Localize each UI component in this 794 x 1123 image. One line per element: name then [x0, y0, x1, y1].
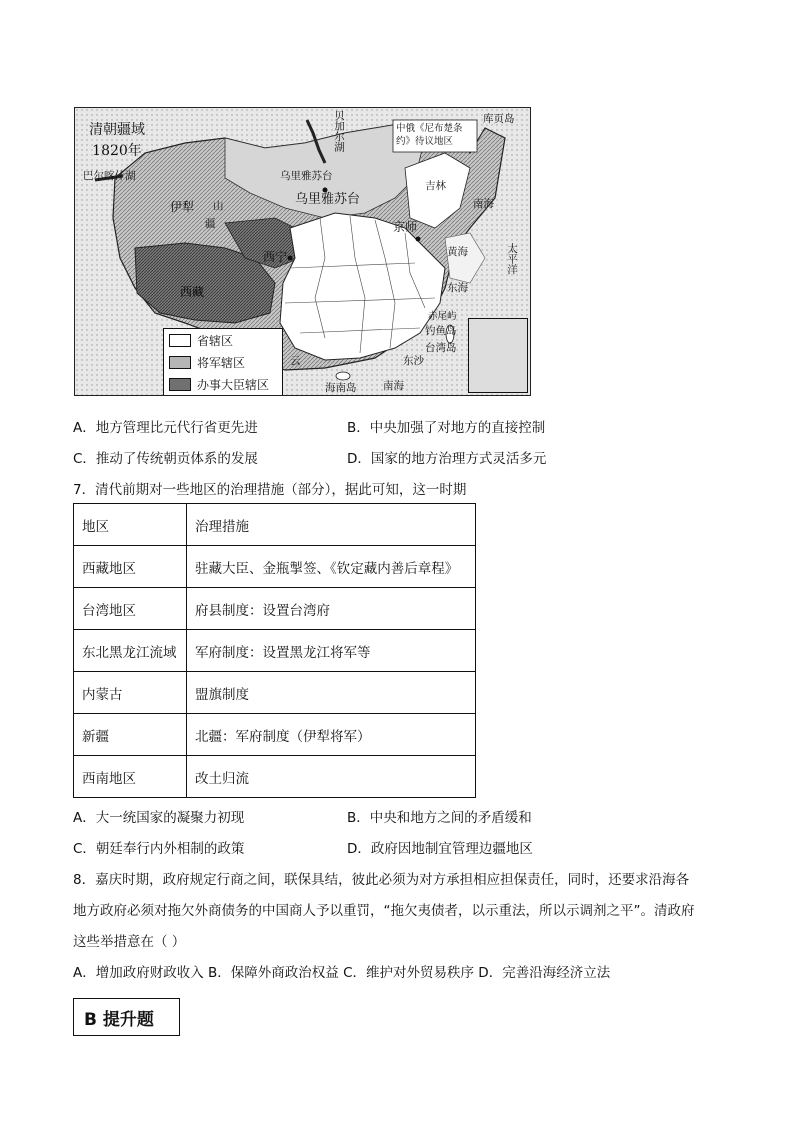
section-heading-text: B 提升题: [84, 1009, 154, 1030]
qing-territory-map: [74, 107, 531, 396]
q8-stem-line3: 这些举措意在（ ）: [73, 934, 186, 950]
table-row: [74, 588, 476, 630]
table-cell-region: 西藏地区: [74, 546, 187, 588]
legend-swatch-minister: [169, 378, 191, 391]
label-jilin: 吉林: [425, 180, 446, 192]
q8-stem-line2: 地方政府必须对拖欠外商债务的中国商人予以重罚，“拖欠夷债者，以示重法，所以示调剂之平”。清政府: [73, 903, 695, 919]
q6-option-d: D．国家的地方治理方式灵活多元: [347, 451, 547, 467]
table-row: [74, 546, 476, 588]
table-header-measure: 治理措施: [187, 504, 476, 546]
table-cell-region: 内蒙古: [74, 672, 187, 714]
table-row: [74, 504, 476, 546]
label-pingyang: 太平洋: [506, 243, 518, 275]
table-cell-measure: 府县制度：设置台湾府: [187, 588, 476, 630]
label-donghai: 东海: [447, 282, 468, 294]
q6-option-b: B．中央加强了对地方的直接控制: [347, 420, 546, 436]
label-baikal: 贝加尔湖: [333, 110, 345, 152]
q7-option-a: A．大一统国家的凝聚力初现: [73, 810, 245, 826]
table-cell-measure: 军府制度：设置黑龙江将军等: [187, 630, 476, 672]
legend-item-province: [164, 329, 282, 351]
legend-label-general: 将军辖区: [197, 355, 246, 370]
label-balkhash: 巴尔喀什湖: [83, 170, 136, 182]
map-legend: [163, 328, 283, 396]
label-yun: 云: [290, 355, 301, 367]
label-diaoyu: 钓鱼岛: [425, 325, 457, 337]
label-shan: 山: [213, 200, 224, 212]
legend-item-minister: [164, 373, 282, 395]
q8-stem-line1: 8．嘉庆时期，政府规定行商之间，联保具结，彼此必须为对方承担相应担保责任，同时，还要求沿海各: [73, 872, 690, 888]
table-cell-measure: 改土归流: [187, 756, 476, 798]
label-treaty-area: 中俄《尼布楚条约》待议地区: [396, 123, 463, 147]
table-cell-region: 东北黑龙江流域: [74, 630, 187, 672]
q7-option-c: C．朝廷奉行内外相制的政策: [73, 841, 245, 857]
map-title-line1: 清朝疆域: [89, 122, 145, 138]
table-row: [74, 672, 476, 714]
table-row: [74, 714, 476, 756]
label-taiwan: 台湾岛: [425, 342, 457, 354]
section-heading-b: [73, 998, 180, 1036]
legend-label-province: 省辖区: [197, 333, 234, 348]
legend-label-minister: 办事大臣辖区: [197, 377, 270, 392]
map-title: [89, 120, 145, 162]
q7-governance-table: [73, 503, 476, 798]
legend-swatch-province: [169, 334, 191, 347]
map-title-line2: 1820年: [92, 143, 142, 159]
south-china-sea-inset: [468, 318, 528, 393]
label-dongsha: 东沙: [403, 355, 424, 367]
label-xining: 西宁: [263, 250, 288, 264]
label-jiang: 疆: [205, 218, 216, 230]
label-uliastai-region: 乌里雅苏台: [295, 192, 361, 207]
label-nanhai-top: 南海: [473, 198, 494, 210]
q6-option-a: A．地方管理比元代行省更先进: [73, 420, 258, 436]
label-chiwei: 赤尾屿: [428, 311, 457, 322]
label-kuye: 库页岛: [483, 113, 515, 125]
q8-options: A．增加政府财政收入 B．保障外商政治权益 C．维护对外贸易秩序 D．完善沿海经济立法: [73, 965, 611, 981]
table-row: [74, 630, 476, 672]
table-cell-region: 台湾地区: [74, 588, 187, 630]
q7-stem: 7．清代前期对一些地区的治理措施（部分），据此可知，这一时期: [73, 482, 467, 498]
table-row: [74, 756, 476, 798]
table-cell-region: 新疆: [74, 714, 187, 756]
label-hainan: 海南岛: [325, 382, 357, 394]
table-cell-measure: 北疆：军府制度（伊犁将军）: [187, 714, 476, 756]
q6-option-c: C．推动了传统朝贡体系的发展: [73, 451, 258, 467]
table-cell-measure: 驻藏大臣、金瓶掣签、《钦定藏内善后章程》: [187, 546, 476, 588]
q7-option-b: B．中央和地方之间的矛盾缓和: [347, 810, 532, 826]
label-nanhai: 南海: [383, 380, 404, 392]
label-jingshi: 京师: [393, 220, 418, 234]
q7-option-d: D．政府因地制宜管理边疆地区: [347, 841, 533, 857]
label-tibet: 西藏: [180, 285, 205, 299]
table-header-region: 地区: [74, 504, 187, 546]
legend-item-general: [164, 351, 282, 373]
table-cell-measure: 盟旗制度: [187, 672, 476, 714]
legend-swatch-general: [169, 356, 191, 369]
label-uliastai-city: 乌里雅苏台: [280, 170, 333, 182]
table-cell-region: 西南地区: [74, 756, 187, 798]
label-huanghai: 黄海: [447, 246, 468, 258]
label-yili: 伊犁: [170, 200, 195, 214]
